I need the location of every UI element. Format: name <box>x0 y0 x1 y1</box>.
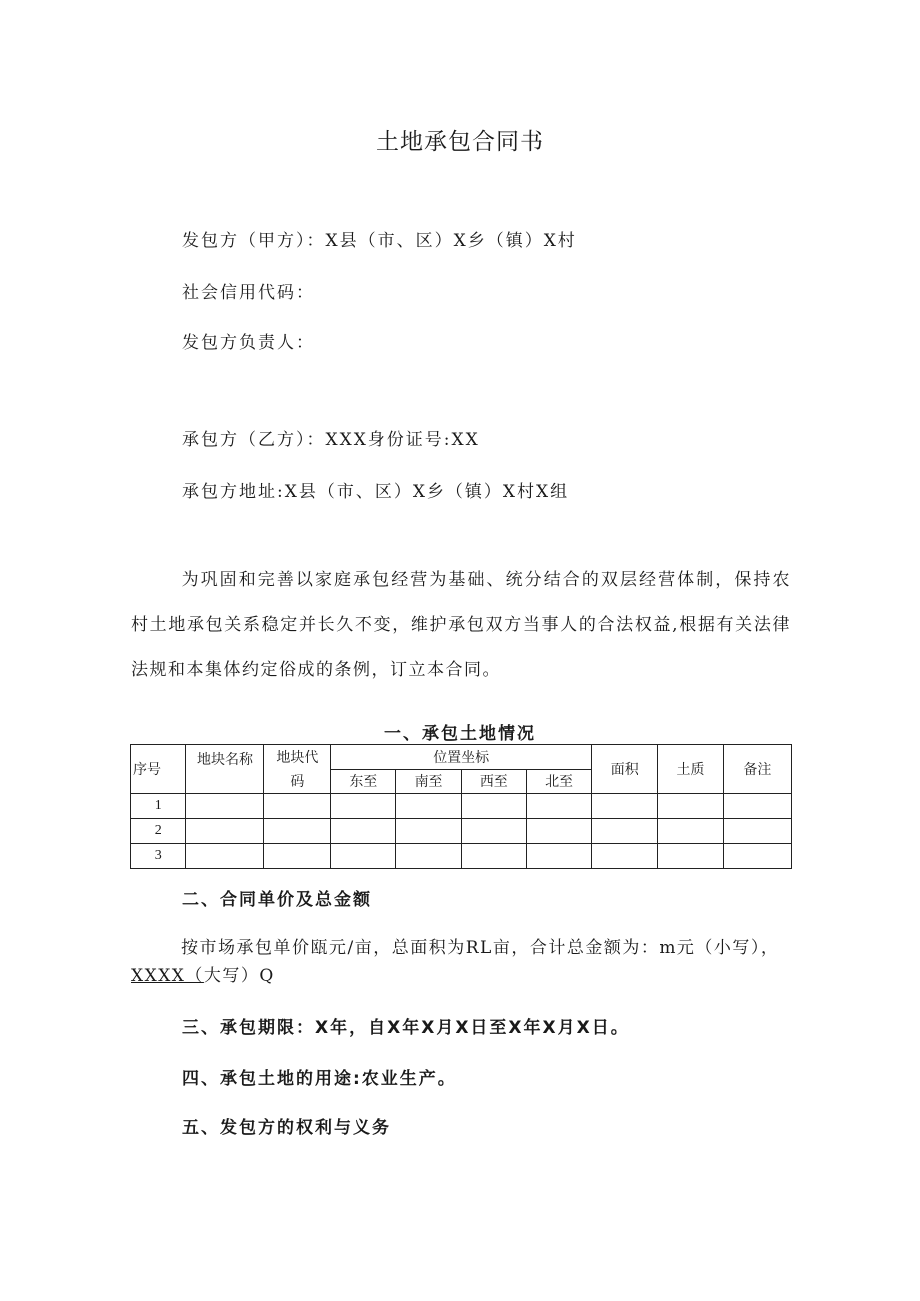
row-no: 1 <box>131 794 186 819</box>
land-table <box>130 744 792 869</box>
col-code-header <box>264 745 331 794</box>
col-name-header: 地块名称 <box>186 745 264 794</box>
col-no-header: 序号 <box>131 745 186 794</box>
intro-paragraph <box>131 558 791 693</box>
col-position-header: 位置坐标 <box>331 745 592 770</box>
table-row <box>131 844 792 869</box>
employer-rep-line: 发包方负责人： <box>182 333 315 353</box>
credit-code-line: 社会信用代码： <box>182 283 315 303</box>
section2-title: 二、合同单价及总金额 <box>182 890 372 910</box>
col-north-header: 北至 <box>526 769 591 794</box>
col-west-header: 西至 <box>461 769 526 794</box>
contractor-line: 承包方（乙方）：XXX身份证号:XX <box>182 430 480 450</box>
price-underlined: XXXX（ <box>131 966 204 986</box>
contractor-address-line: 承包方地址:X县（市、区）X乡（镇）X村X组 <box>182 482 570 502</box>
section3-line: 三、承包期限：X年，自X年X月X日至X年X月X日。 <box>182 1018 630 1038</box>
price-tail: 大写）Q <box>203 966 275 986</box>
table-row <box>131 819 792 844</box>
price-paragraph <box>131 934 791 990</box>
document-title: 土地承包合同书 <box>376 129 544 155</box>
price-text: 按市场承包单价瓯元/亩，总面积为RL亩，合计总金额为：m元（小写）， <box>181 938 780 958</box>
table-row <box>131 794 792 819</box>
col-soil-header: 土质 <box>658 745 723 794</box>
employer-line: 发包方（甲方）：X县（市、区）X乡（镇）X村 <box>182 231 577 251</box>
section5-title: 五、发包方的权利与义务 <box>182 1118 391 1138</box>
row-no: 3 <box>131 844 186 869</box>
col-area-header: 面积 <box>592 745 658 794</box>
intro-text: 为巩固和完善以家庭承包经营为基础、统分结合的双层经营体制，保持农村土地承包关系稳定并长久不变，维护承包双方当事人的合法权益,根据有关法律法规和本集体约定俗成的条例，订立本合同。 <box>131 570 791 680</box>
section4-line: 四、承包土地的用途:农业生产。 <box>182 1069 457 1089</box>
section1-title: 一、承包土地情况 <box>384 724 536 744</box>
col-east-header: 东至 <box>331 769 396 794</box>
col-code-header-text: 地块代码 <box>276 749 319 789</box>
col-remark-header: 备注 <box>723 745 791 794</box>
col-south-header: 南至 <box>396 769 461 794</box>
row-no: 2 <box>131 819 186 844</box>
